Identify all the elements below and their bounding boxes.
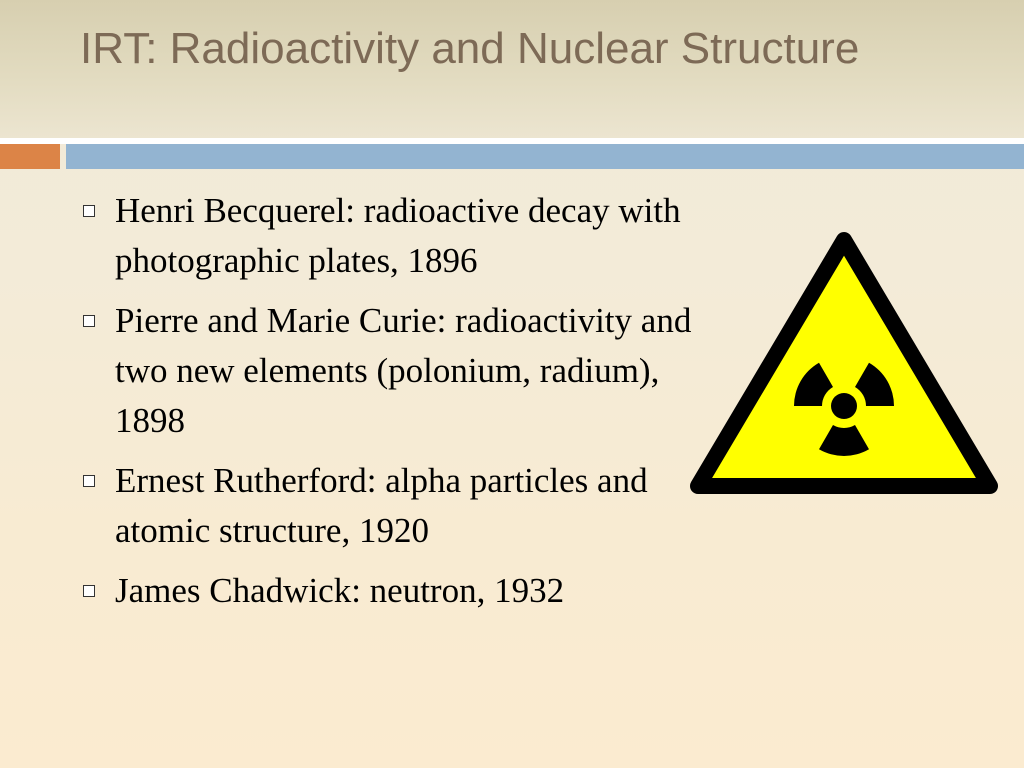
- bullet-text: James Chadwick: neutron, 1932: [115, 571, 565, 610]
- bullet-square-icon: [83, 315, 95, 327]
- bullet-item: [80, 566, 720, 616]
- bullet-square-icon: [83, 585, 95, 597]
- bullet-item: [80, 186, 720, 286]
- bullet-text: Pierre and Marie Curie: radioactivity and two new elements (polonium, radium), 1898: [115, 301, 692, 440]
- accent-bar-orange: [0, 144, 60, 169]
- bullet-item: [80, 456, 720, 556]
- radiation-hazard-icon: [688, 228, 1000, 498]
- bullet-list: [80, 186, 720, 626]
- accent-bar-blue: [66, 144, 1024, 169]
- bullet-square-icon: [83, 475, 95, 487]
- slide-title: IRT: Radioactivity and Nuclear Structure: [80, 24, 860, 73]
- bullet-item: [80, 296, 720, 446]
- bullet-text: Ernest Rutherford: alpha particles and atomic structure, 1920: [115, 461, 648, 550]
- bullet-text: Henri Becquerel: radioactive decay with photographic plates, 1896: [115, 191, 681, 280]
- bullet-square-icon: [83, 205, 95, 217]
